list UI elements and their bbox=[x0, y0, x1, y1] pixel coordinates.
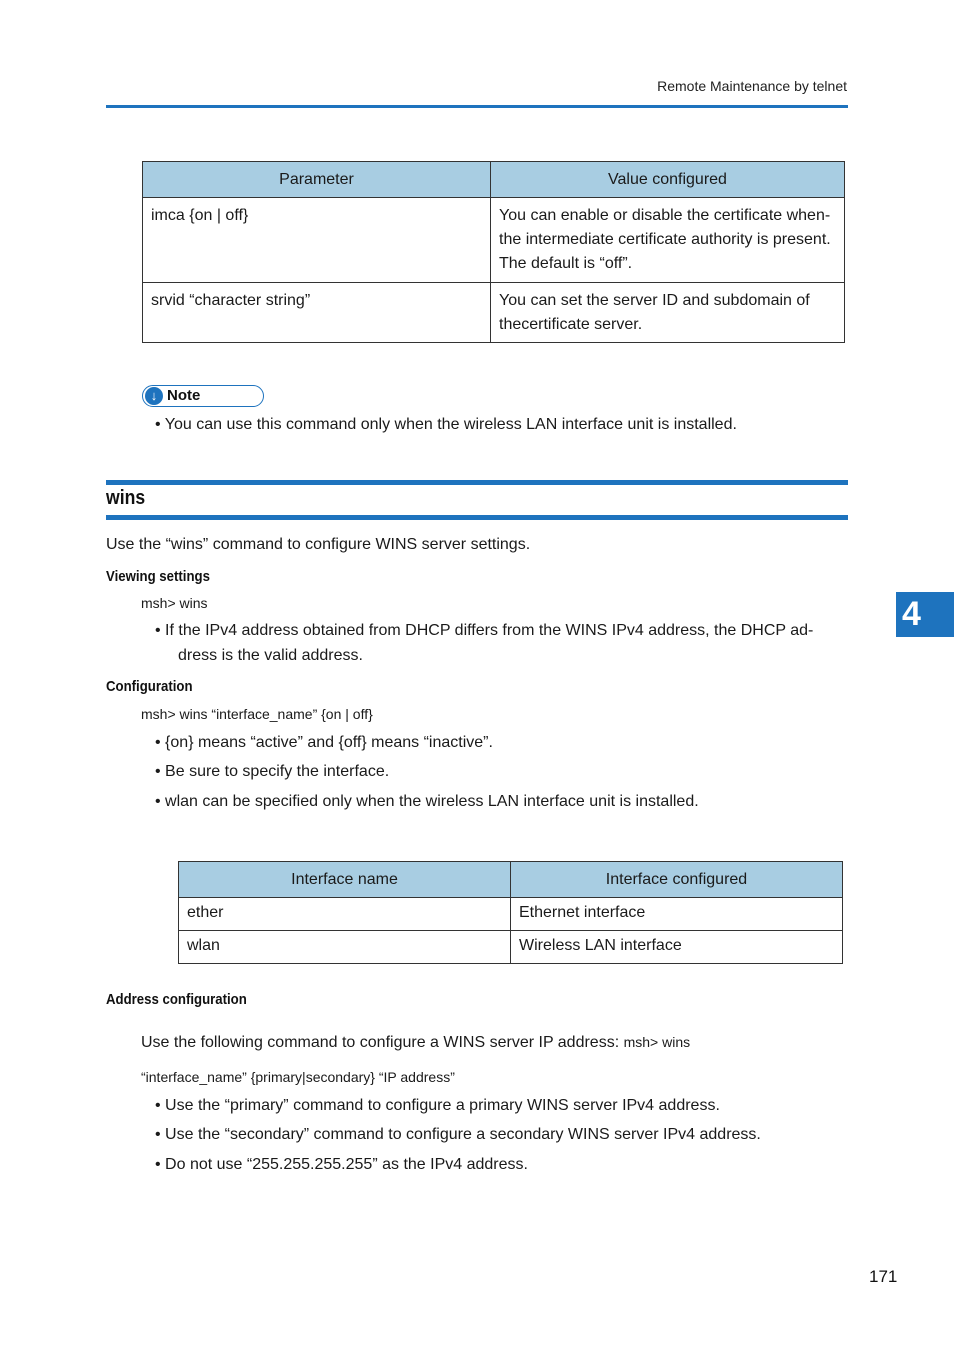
running-header: Remote Maintenance by telnet bbox=[657, 78, 847, 94]
section-rule-bottom bbox=[106, 515, 848, 520]
cell-line: the intermediate certificate authority is present. bbox=[499, 231, 831, 248]
table-header-cell: Interface name bbox=[179, 862, 511, 898]
table-cell bbox=[491, 283, 845, 343]
table-cell: ether bbox=[179, 898, 511, 931]
command-line: msh> wins bbox=[141, 595, 208, 611]
chapter-tab: 4 bbox=[896, 592, 954, 637]
section-intro: Use the “wins” command to configure WINS server settings. bbox=[106, 536, 531, 553]
table-row bbox=[179, 931, 843, 964]
table-header-cell: Value configured bbox=[491, 162, 845, 198]
section-title: wins bbox=[106, 487, 146, 509]
cell-line: You can enable or disable the certificate when- bbox=[499, 207, 831, 224]
table-header-row bbox=[143, 162, 845, 198]
address-text-line bbox=[141, 1034, 690, 1052]
header-rule bbox=[106, 105, 848, 108]
section-rule-top bbox=[106, 480, 848, 485]
subheading-address: Address configuration bbox=[106, 991, 247, 1008]
table-header-cell: Interface configured bbox=[511, 862, 843, 898]
note-label: Note bbox=[167, 387, 201, 404]
command-line: “interface_name” {primary|secondary} “IP address” bbox=[141, 1069, 455, 1085]
address-text: Use the following command to configure a WINS server IP address: bbox=[141, 1034, 620, 1051]
parameter-table bbox=[142, 161, 845, 343]
table-cell: Wireless LAN interface bbox=[511, 931, 843, 964]
table-row bbox=[143, 283, 845, 343]
table-row bbox=[143, 198, 845, 283]
table-header-cell: Parameter bbox=[143, 162, 491, 198]
bullet-item: • Use the “secondary” command to configure a secondary WINS server IPv4 address. bbox=[155, 1126, 761, 1143]
bullet-item: • Be sure to specify the interface. bbox=[155, 763, 390, 780]
table-cell bbox=[491, 198, 845, 283]
table-cell: Ethernet interface bbox=[511, 898, 843, 931]
interface-table bbox=[178, 861, 843, 964]
bullet-item: • {on} means “active” and {off} means “inactive”. bbox=[155, 734, 493, 751]
cell-line: The default is “off”. bbox=[499, 255, 633, 272]
bullet-item-continued: dress is the valid address. bbox=[178, 647, 363, 664]
table-header-row bbox=[179, 862, 843, 898]
table-cell: wlan bbox=[179, 931, 511, 964]
table-cell: imca {on | off} bbox=[143, 198, 491, 283]
command-line: msh> wins “interface_name” {on | off} bbox=[141, 706, 373, 722]
down-arrow-icon: ↓ bbox=[145, 387, 163, 405]
cell-line: thecertificate server. bbox=[499, 316, 643, 333]
cell-line: You can set the server ID and subdomain of bbox=[499, 292, 810, 309]
command-inline: msh> wins bbox=[623, 1034, 691, 1050]
bullet-item: • Use the “primary” command to configure a primary WINS server IPv4 address. bbox=[155, 1097, 720, 1114]
note-badge bbox=[142, 385, 264, 407]
table-row bbox=[179, 898, 843, 931]
subheading-configuration: Configuration bbox=[106, 678, 193, 695]
table-cell: srvid “character string” bbox=[143, 283, 491, 343]
bullet-item: • Do not use “255.255.255.255” as the IPv4 address. bbox=[155, 1156, 528, 1173]
bullet-item: • wlan can be specified only when the wireless LAN interface unit is installed. bbox=[155, 793, 699, 810]
note-bullet: • You can use this command only when the wireless LAN interface unit is installed. bbox=[155, 416, 737, 433]
bullet-item: • If the IPv4 address obtained from DHCP differs from the WINS IPv4 address, the DHCP ad- bbox=[155, 622, 814, 639]
page-number: 171 bbox=[869, 1267, 898, 1286]
subheading-viewing: Viewing settings bbox=[106, 568, 210, 585]
